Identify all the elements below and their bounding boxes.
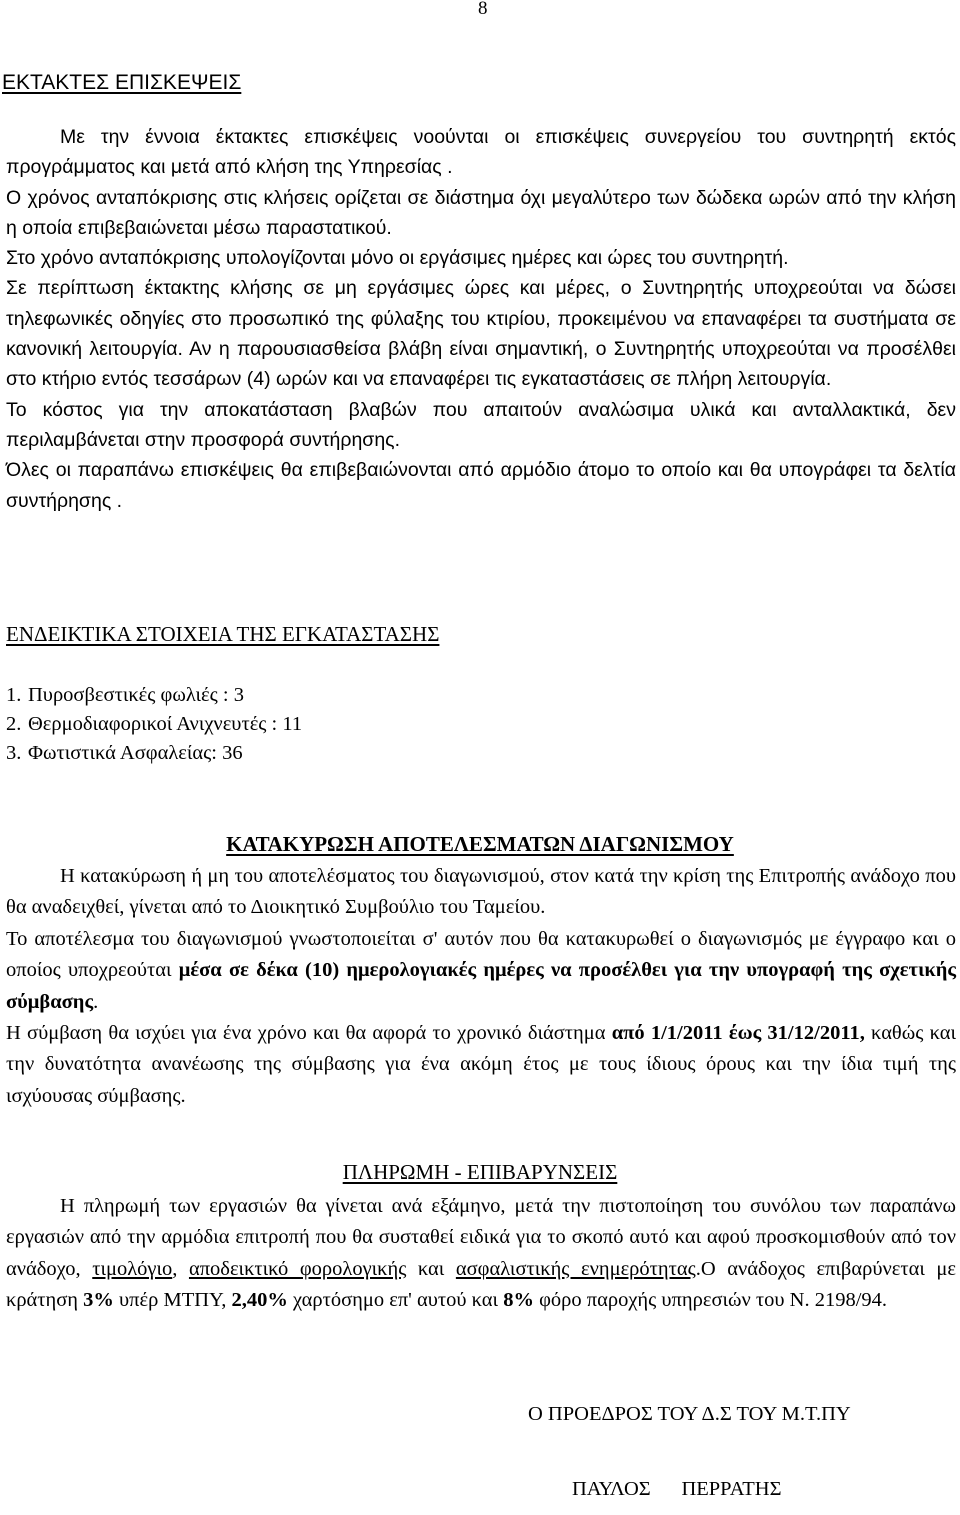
paragraph — [6, 924, 956, 1018]
extraordinary-visits-body — [6, 122, 956, 516]
text-run: υπέρ ΜΤΠΥ, — [113, 1289, 232, 1312]
bold-text: από 1/1/2011 έως 31/12/2011, — [611, 1022, 865, 1045]
underlined-text: αποδεικτικό φορολογικής — [188, 1257, 407, 1280]
payment-body — [6, 1191, 956, 1317]
list-text: Θερμοδιαφορικοί Ανιχνευτές : 11 — [28, 713, 303, 735]
text-run: καθώς και την δυνατότητα ανανέωσης της σύμβασης για ένα ακόμη έτος με τους ίδιους όρους και την ίδια τιμή της ισχύουσας σύμβασης. — [6, 1022, 956, 1107]
text-run: . — [93, 990, 99, 1013]
bold-text: 8% — [503, 1289, 534, 1312]
list-text: Φωτιστικά Ασφαλείας: 36 — [28, 742, 243, 764]
bold-text: μέσα σε δέκα (10) ημερολογιακές ημέρες να προσέλθει για την υπογραφή της σχετικής σύμβασης — [6, 959, 956, 1013]
paragraph: Ο χρόνος ανταπόκρισης στις κλήσεις ορίζεται σε διάστημα όχι μεγαλύτερο των δώδεκα ωρών από την κλήση η οποία επιβεβαιώνεται μέσω παραστατικού. — [6, 186, 956, 239]
award-body — [6, 861, 956, 1112]
paragraph: Όλες οι παραπάνω επισκέψεις θα επιβεβαιώνονται από αρμόδιο άτομο το οποίο και θα υπογράφει τα δελτία συντήρησης . — [6, 459, 956, 512]
paragraph: Η κατακύρωση ή μη του αποτελέσματος του διαγωνισμού, στον κατά την κρίση της Επιτροπής ανάδοχο που θα αναδειχθεί, γίνεται από το Διοικητικό Συμβούλιο του Ταμείου. — [6, 865, 956, 919]
text-run: , — [172, 1257, 189, 1280]
list-number: 1. — [6, 684, 22, 706]
signature-title: Ο ΠΡΟΕΔΡΟΣ ΤΟΥ Δ.Σ ΤΟΥ Μ.Τ.ΠΥ — [528, 1403, 851, 1425]
signature-name: ΠΑΥΛΟΣ ΠΕΡΡΑΤΗΣ — [572, 1478, 782, 1500]
list-item — [6, 710, 302, 739]
paragraph: Σε περίπτωση έκτακτης κλήσης σε μη εργάσιμες ώρες και μέρες, ο Συντηρητής υποχρεούται να δώσει τηλεφωνικές οδηγίες στο προσωπικό της φύλαξης του κτιρίου, προκειμένου να επαναφέρει τα συστήματα σε κανονική λειτουργία. Αν η παρουσιασθείσα βλάβη είναι σημαντική, ο Συντηρητής υποχρεούται να προσέλθει στο κτήριο εντός τεσσάρων (4) ωρών και να επαναφέρει τις εγκαταστάσεις σε πλήρη λειτουργία. — [6, 277, 956, 391]
underlined-text: τιμολόγιο — [92, 1257, 173, 1280]
paragraph — [6, 1018, 956, 1112]
bold-text: 2,40% — [231, 1289, 288, 1312]
paragraph: Το κόστος για την αποκατάσταση βλαβών που απαιτούν αναλώσιμα υλικά και ανταλλακτικά, δεν περιλαμβάνεται στην προσφορά συντήρησης. — [6, 398, 956, 451]
bold-text: 3% — [83, 1289, 114, 1312]
installation-list — [6, 681, 302, 768]
paragraph: Με την έννοια έκτακτες επισκέψεις νοούνται οι επισκέψεις συνεργείου του συντηρητή εκτός προγράμματος και μετά από κλήση της Υπηρεσίας . — [6, 126, 956, 179]
paragraph — [6, 1191, 956, 1317]
list-number: 2. — [6, 713, 22, 735]
installation-data-title: ΕΝΔΕΙΚΤΙΚΑ ΣΤΟΙΧΕΙΑ ΤΗΣ ΕΓΚΑΤΑΣΤΑΣΗΣ — [6, 622, 440, 646]
text-run: και — [406, 1257, 456, 1280]
paragraph: Στο χρόνο ανταπόκρισης υπολογίζονται μόνο οι εργάσιμες ημέρες και ώρες του συντηρητή. — [6, 247, 789, 270]
list-item — [6, 681, 302, 710]
list-text: Πυροσβεστικές φωλιές : 3 — [28, 684, 244, 706]
underlined-text: ασφαλιστικής ενημερότητας — [455, 1257, 696, 1280]
text-run: Η σύμβαση θα ισχύει για ένα χρόνο και θα αφορά το χρονικό διάστημα — [6, 1022, 612, 1045]
payment-title: ΠΛΗΡΩΜΗ - ΕΠΙΒΑΡΥΝΣΕΙΣ — [342, 1160, 618, 1184]
extraordinary-visits-title: ΕΚΤΑΚΤΕΣ ΕΠΙΣΚΕΨΕΙΣ — [2, 71, 242, 94]
text-run: φόρο παροχής υπηρεσιών του Ν. 2198/94. — [533, 1289, 888, 1312]
list-item — [6, 739, 302, 768]
text-run: χαρτόσημο επ' αυτού και — [287, 1289, 504, 1312]
text-run: Η πληρωμή των εργασιών θα γίνεται ανά εξάμηνο, μετά την πιστοποίηση του συνόλου των παραπάνω εργασιών από την αρμόδια επιτροπή που θα συσταθεί ειδικά για το σκοπό αυτό και αφού προσκομισθούν από τον ανάδοχο, — [6, 1195, 956, 1280]
award-title: ΚΑΤΑΚΥΡΩΣΗ ΑΠΟΤΕΛΕΣΜΑΤΩΝ ΔΙΑΓΩΝΙΣΜΟΥ — [226, 832, 734, 856]
text-run: Το αποτέλεσμα του διαγωνισμού γνωστοποιείται σ' αυτόν που θα κατακυρωθεί ο διαγωνισμός με έγγραφο και ο οποίος υποχρεούται — [6, 927, 956, 982]
page-number: 8 — [478, 0, 488, 19]
text-run: .Ο ανάδοχος επιβαρύνεται με κράτηση — [6, 1257, 956, 1312]
list-number: 3. — [6, 742, 22, 764]
